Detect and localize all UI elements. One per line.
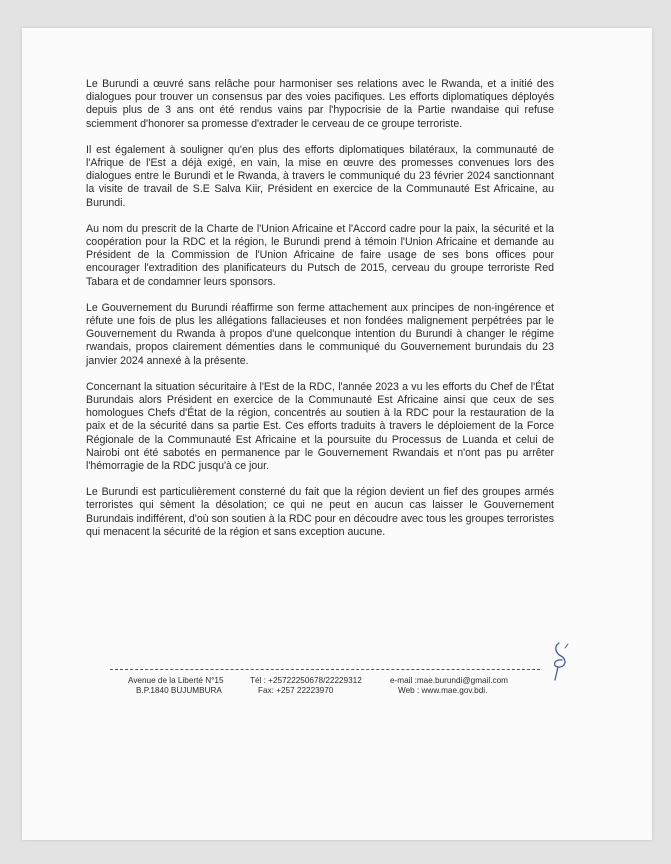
paragraph-3: Au nom du prescrit de la Charte de l'Union Africaine et l'Accord cadre pour la paix, la sécurité et la coopération pour la RDC et la région, le Burundi prend à témoin l'Union Africaine et demande au Président de la Commission de l'Union Africaine de faire usage de ses bons offices pour encourager l'extradition des planificateurs du Putsch de 2015, cerveau du groupe terroriste Red Tabara et de condamner leurs sponsors. (86, 222, 554, 288)
footer-divider (110, 669, 540, 670)
footer-contact (390, 676, 508, 696)
telephone: Tél : +25722250678/22229312 (250, 676, 362, 685)
paragraph-5: Concernant la situation sécuritaire à l'Est de la RDC, l'année 2023 a vu les efforts du Chef de l'État Burundais alors Président en exercice de la Communauté Est Africaine ainsi que ceux de ses homologues Chefs d'État de la région, concentrés au soutien à la RDC pour la restauration de la paix et de la sécurité dans sa partie Est. Ces efforts traduits à travers le déploiement de la Force Régionale de la Communauté Est Africaine et la poursuite du Processus de Luanda et celui de Nairobi ont été sabotés en permanence par le Gouvernement Rwandais et n'ont pas pu arrêter l'hémorragie de la RDC jusqu'à ce jour. (86, 380, 554, 473)
address-street: Avenue de la Liberté N°15 (128, 676, 224, 685)
signature-mark (545, 640, 575, 684)
paragraph-4: Le Gouvernement du Burundi réaffirme son ferme attachement aux principes de non-ingérence et réfute une fois de plus les allégations fallacieuses et non fondées malignement perpétrées par le Gouvernement du Rwanda à propos d'une quelconque intention du Burundi à changer le régime rwandais, propos clairement démenties dans le communiqué du Gouvernement burundais du 23 janvier 2024 annexé à la présente. (86, 301, 554, 367)
fax: Fax: +257 22223970 (258, 686, 334, 695)
address-po-box: B.P.1840 BUJUMBURA (136, 686, 222, 695)
footer-address (128, 676, 224, 696)
paragraph-1: Le Burundi a œuvré sans relâche pour harmoniser ses relations avec le Rwanda, et a initié des dialogues pour trouver un consensus par des voies pacifiques. Les efforts diplomatiques déployés depuis plus de 3 ans ont été rendus vains par l'hypocrisie de la Partie rwandaise qui refuse sciemment d'honorer sa promesse d'extrader le cerveau de ce groupe terroriste. (86, 78, 554, 130)
paragraph-6: Le Burundi est particulièrement consterné du fait que la région devient un fief des groupes armés terroristes qui sèment la désolation; ce qui ne peut en aucun cas laisser le Gouvernement Burundais indifférent, d'où son soutien à la RDC pour en découdre avec tous les groupes terroristes qui menacent la sécurité de la région et sans exception aucune. (86, 486, 554, 538)
footer-phone (250, 676, 362, 696)
website: Web : www.mae.gov.bdi. (398, 686, 488, 695)
document-body (86, 78, 554, 552)
paragraph-2: Il est également à souligner qu'en plus des efforts diplomatiques bilatéraux, la communauté de l'Afrique de l'Est a déjà exigé, en vain, la mise en œuvre des promesses convenues lors des dialogues entre le Burundi et le Rwanda, à travers le communiqué du 23 février 2024 sanctionnant la visite de travail de S.E Salva Kiir, Président en exercice de la Communauté Est Africaine, au Burundi. (86, 143, 554, 209)
email: e-mail :mae.burundi@gmail.com (390, 676, 508, 685)
